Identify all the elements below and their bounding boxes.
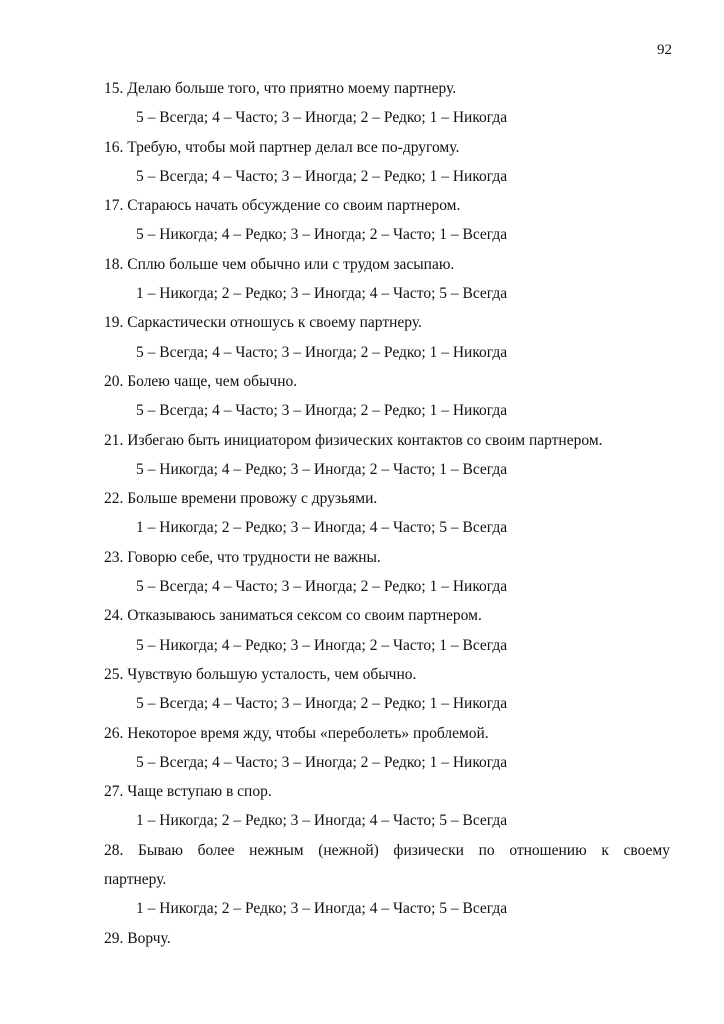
question-28-line-2: партнеру. — [104, 871, 167, 889]
answer-scale-26: 5 – Всегда; 4 – Часто; 3 – Иногда; 2 – Редко; 1 – Никогда — [136, 753, 508, 771]
question-23: 23. Говорю себе, что трудности не важны. — [104, 548, 381, 566]
question-26: 26. Некоторое время жду, чтобы «переболеть» проблемой. — [104, 724, 489, 742]
question-18: 18. Сплю больше чем обычно или с трудом засыпаю. — [104, 255, 455, 273]
answer-scale-15: 5 – Всегда; 4 – Часто; 3 – Иногда; 2 – Редко; 1 – Никогда — [136, 109, 508, 127]
answer-scale-19: 5 – Всегда; 4 – Часто; 3 – Иногда; 2 – Редко; 1 – Никогда — [136, 343, 508, 361]
question-24: 24. Отказываюсь заниматься сексом со своим партнером. — [104, 607, 482, 625]
page-number: 92 — [657, 42, 672, 58]
question-22: 22. Больше времени провожу с друзьями. — [104, 490, 378, 508]
answer-scale-20: 5 – Всегда; 4 – Часто; 3 – Иногда; 2 – Редко; 1 – Никогда — [136, 402, 508, 420]
answer-scale-16: 5 – Всегда; 4 – Часто; 3 – Иногда; 2 – Редко; 1 – Никогда — [136, 167, 508, 185]
questionnaire-body — [104, 74, 670, 953]
answer-scale-27: 1 – Никогда; 2 – Редко; 3 – Иногда; 4 – Часто; 5 – Всегда — [136, 812, 508, 830]
answer-scale-17: 5 – Никогда; 4 – Редко; 3 – Иногда; 2 – Часто; 1 – Всегда — [136, 226, 508, 244]
answer-scale-25: 5 – Всегда; 4 – Часто; 3 – Иногда; 2 – Редко; 1 – Никогда — [136, 695, 508, 713]
question-27: 27. Чаще вступаю в спор. — [104, 783, 272, 801]
question-17: 17. Стараюсь начать обсуждение со своим партнером. — [104, 197, 461, 215]
question-28-line-1: 28. Бываю более нежным (нежной) физически по отношению к своему — [104, 841, 670, 859]
question-19: 19. Саркастически отношусь к своему партнеру. — [104, 314, 422, 332]
answer-scale-21: 5 – Никогда; 4 – Редко; 3 – Иногда; 2 – Часто; 1 – Всегда — [136, 460, 508, 478]
question-21: 21. Избегаю быть инициатором физических контактов со своим партнером. — [104, 431, 603, 449]
answer-scale-28: 1 – Никогда; 2 – Редко; 3 – Иногда; 4 – Часто; 5 – Всегда — [136, 900, 508, 918]
question-20: 20. Болею чаще, чем обычно. — [104, 372, 298, 390]
question-15: 15. Делаю больше того, что приятно моему партнеру. — [104, 80, 457, 97]
answer-scale-24: 5 – Никогда; 4 – Редко; 3 – Иногда; 2 – Часто; 1 – Всегда — [136, 636, 508, 654]
question-16: 16. Требую, чтобы мой партнер делал все по-другому. — [104, 138, 460, 156]
answer-scale-22: 1 – Никогда; 2 – Редко; 3 – Иногда; 4 – Часто; 5 – Всегда — [136, 519, 508, 537]
question-25: 25. Чувствую большую усталость, чем обычно. — [104, 665, 417, 683]
question-29: 29. Ворчу. — [104, 929, 171, 947]
answer-scale-23: 5 – Всегда; 4 – Часто; 3 – Иногда; 2 – Редко; 1 – Никогда — [136, 578, 508, 596]
answer-scale-18: 1 – Никогда; 2 – Редко; 3 – Иногда; 4 – Часто; 5 – Всегда — [136, 285, 508, 303]
